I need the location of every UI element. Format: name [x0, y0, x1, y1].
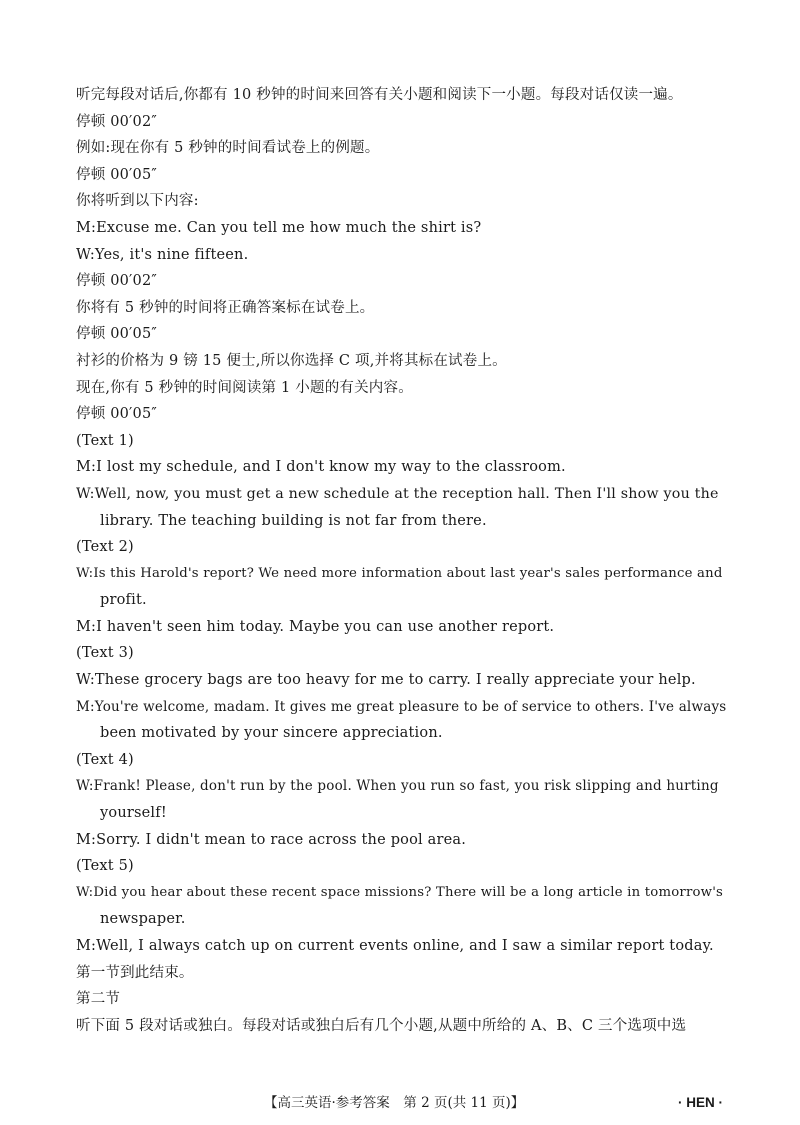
instruction-line: 你将有 5 秒钟的时间将正确答案标在试卷上。: [76, 299, 375, 316]
dialogue-line: W:Did you hear about these recent space missions? There will be a long article in tomorrow's: [76, 884, 724, 900]
text-heading: (Text 2): [76, 539, 134, 556]
instruction-line: 衬衫的价格为 9 镑 15 便士,所以你选择 C 项,并将其标在试卷上。: [76, 352, 507, 369]
pause-line: 停顿 00′05″: [76, 326, 158, 343]
pause-line: 停顿 00′05″: [76, 166, 158, 183]
dialogue-continuation: profit.: [100, 592, 147, 609]
page-footer: [0, 1090, 800, 1116]
text-heading: (Text 1): [76, 432, 134, 449]
dialogue-line: W:Yes, it's nine fifteen.: [76, 246, 249, 263]
footer-page-info: 【高三英语·参考答案 第 2 页(共 11 页)】: [264, 1095, 525, 1111]
dialogue-line: W:Frank! Please, don't run by the pool. When you run so fast, you risk slipping and hurting: [76, 778, 719, 795]
dialogue-line: W:These grocery bags are too heavy for me to carry. I really appreciate your help.: [76, 672, 696, 689]
dialogue-line: W:Is this Harold's report? We need more information about last year's sales performance and: [76, 565, 723, 581]
dialogue-line: W:Well, now, you must get a new schedule at the reception hall. Then I'll show you the: [76, 485, 719, 502]
dialogue-continuation: been motivated by your sincere appreciation.: [100, 725, 443, 742]
text-heading: (Text 5): [76, 858, 134, 875]
dialogue-line: M:Excuse me. Can you tell me how much the shirt is?: [76, 219, 482, 236]
pause-line: 停顿 00′02″: [76, 113, 158, 130]
pause-line: 停顿 00′02″: [76, 273, 158, 290]
section-heading: 第二节: [76, 991, 121, 1008]
text-heading: (Text 4): [76, 751, 134, 768]
document-body: [76, 82, 728, 1039]
pause-line: 停顿 00′05″: [76, 406, 158, 423]
dialogue-line: M:I lost my schedule, and I don't know my way to the classroom.: [76, 459, 566, 476]
footer-code: · HEN ·: [678, 1095, 723, 1110]
instruction-line: 听完每段对话后,你都有 10 秒钟的时间来回答有关小题和阅读下一小题。每段对话仅读一遍。: [76, 87, 683, 103]
dialogue-line: M:Sorry. I didn't mean to race across the pool area.: [76, 831, 467, 848]
dialogue-continuation: yourself!: [100, 805, 167, 822]
instruction-line: 你将听到以下内容:: [76, 193, 199, 210]
instruction-line: 例如:现在你有 5 秒钟的时间看试卷上的例题。: [76, 140, 380, 157]
text-heading: (Text 3): [76, 645, 134, 662]
section-end-line: 第一节到此结束。: [76, 964, 194, 981]
dialogue-line: M:I haven't seen him today. Maybe you can use another report.: [76, 618, 555, 635]
instruction-line: 现在,你有 5 秒钟的时间阅读第 1 小题的有关内容。: [76, 379, 413, 396]
dialogue-continuation: newspaper.: [100, 911, 186, 928]
dialogue-line: M:You're welcome, madam. It gives me great pleasure to be of service to others. I've always: [76, 698, 727, 715]
dialogue-continuation: library. The teaching building is not far from there.: [100, 512, 487, 529]
dialogue-line: M:Well, I always catch up on current events online, and I saw a similar report today.: [76, 938, 714, 954]
instruction-line: 听下面 5 段对话或独白。每段对话或独白后有几个小题,从题中所给的 A、B、C 三个选项中选: [76, 1017, 687, 1034]
